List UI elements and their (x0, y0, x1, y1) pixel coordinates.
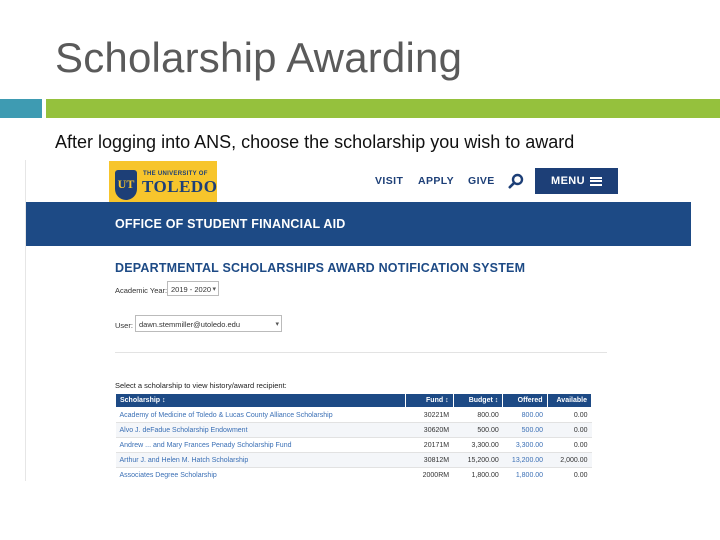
chevron-down-icon: ▾ (275, 321, 279, 328)
fund-cell: 2000RM (406, 468, 453, 482)
scholarship-name-link[interactable]: Andrew ... and Mary Frances Penady Scholarship Fund (116, 438, 406, 453)
fund-cell: 30812M (406, 453, 453, 468)
academic-year-select[interactable] (167, 281, 219, 296)
table-row[interactable] (116, 423, 592, 438)
search-icon[interactable] (508, 173, 524, 189)
hamburger-icon (590, 177, 602, 186)
user-select[interactable] (135, 315, 282, 332)
col-offered: Offered (503, 394, 547, 408)
col-available: Available (547, 394, 591, 408)
fund-cell: 30221M (406, 408, 453, 423)
menu-button[interactable] (535, 168, 618, 194)
menu-label: MENU (551, 175, 585, 187)
table-row[interactable] (116, 438, 592, 453)
academic-year-value: 2019 - 2020 (171, 285, 212, 294)
budget-cell: 1,800.00 (453, 468, 503, 482)
user-label: User: (115, 321, 133, 330)
logo-small-text: THE UNIVERSITY OF (143, 171, 208, 177)
available-cell: 0.00 (547, 423, 591, 438)
budget-cell: 3,300.00 (453, 438, 503, 453)
budget-cell: 500.00 (453, 423, 503, 438)
offered-cell: 13,200.00 (503, 453, 547, 468)
chevron-down-icon: ▾ (212, 286, 216, 293)
select-scholarship-hint: Select a scholarship to view history/award recipient: (115, 381, 287, 390)
available-cell: 0.00 (547, 468, 591, 482)
budget-cell: 15,200.00 (453, 453, 503, 468)
table-row[interactable] (116, 408, 592, 423)
fund-cell: 20171M (406, 438, 453, 453)
offered-cell: 800.00 (503, 408, 547, 423)
col-fund[interactable]: Fund ↕ (406, 394, 453, 408)
offered-cell: 1,800.00 (503, 468, 547, 482)
divider (115, 352, 607, 353)
available-cell: 2,000.00 (547, 453, 591, 468)
office-banner-text: OFFICE OF STUDENT FINANCIAL AID (115, 217, 346, 231)
nav-visit[interactable]: VISIT (375, 175, 404, 187)
table-row[interactable] (116, 453, 592, 468)
accent-bar-green (46, 99, 720, 118)
offered-cell: 500.00 (503, 423, 547, 438)
system-title: DEPARTMENTAL SCHOLARSHIPS AWARD NOTIFICATION SYSTEM (115, 261, 526, 275)
slide-title: Scholarship Awarding (55, 34, 463, 81)
col-scholarship[interactable]: Scholarship ↕ (116, 394, 406, 408)
available-cell: 0.00 (547, 438, 591, 453)
col-budget[interactable]: Budget ↕ (453, 394, 503, 408)
academic-year-label: Academic Year: (115, 286, 168, 295)
office-banner (26, 202, 691, 246)
scholarship-name-link[interactable]: Associates Degree Scholarship (116, 468, 406, 482)
scholarship-table (115, 393, 592, 481)
nav-apply[interactable]: APPLY (418, 175, 455, 187)
fund-cell: 30620M (406, 423, 453, 438)
available-cell: 0.00 (547, 408, 591, 423)
scholarship-name-link[interactable]: Academy of Medicine of Toledo & Lucas County Alliance Scholarship (116, 408, 406, 423)
table-header-row (116, 394, 592, 408)
table-row[interactable] (116, 468, 592, 482)
scholarship-name-link[interactable]: Alvo J. deFadue Scholarship Endowment (116, 423, 406, 438)
website-screenshot (25, 160, 691, 481)
slide-subtitle: After logging into ANS, choose the scholarship you wish to award (55, 132, 575, 152)
budget-cell: 800.00 (453, 408, 503, 423)
ut-shield-icon: UT (115, 170, 137, 200)
user-value: dawn.stemmiller@utoledo.edu (139, 320, 240, 329)
scholarship-name-link[interactable]: Arthur J. and Helen M. Hatch Scholarship (116, 453, 406, 468)
nav-give[interactable]: GIVE (468, 175, 495, 187)
logo-big-text: TOLEDO (142, 177, 218, 196)
offered-cell: 3,300.00 (503, 438, 547, 453)
accent-bar-teal (0, 99, 42, 118)
